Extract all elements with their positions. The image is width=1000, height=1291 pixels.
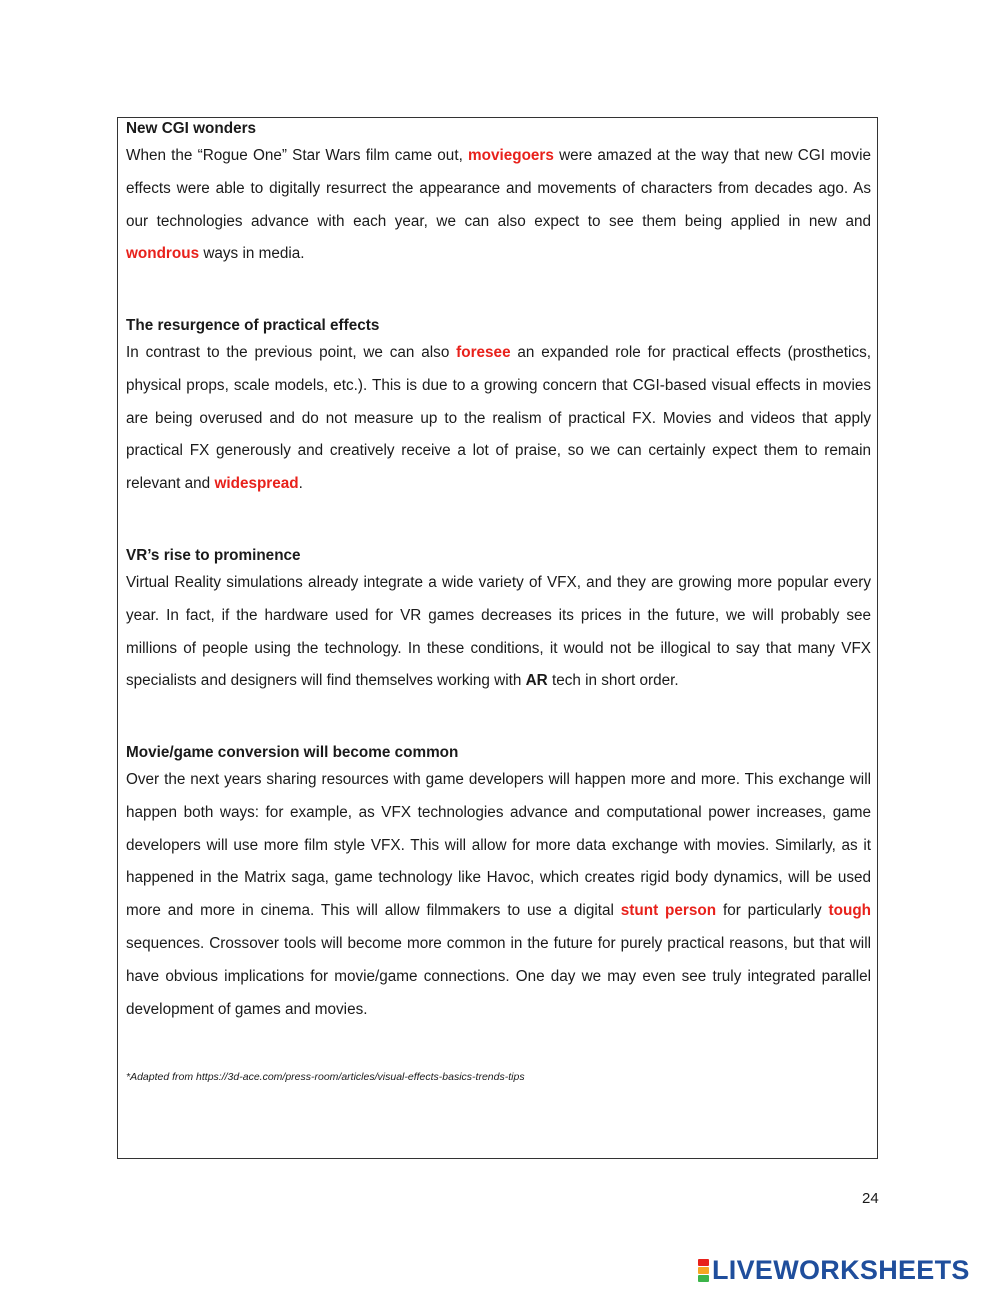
section-practical-effects (126, 315, 871, 501)
vocab-word-widespread: widespread (214, 475, 299, 493)
section-heading: New CGI wonders (126, 120, 257, 137)
section-paragraph (126, 567, 871, 698)
vocab-word-tough: tough (828, 902, 872, 920)
section-paragraph (126, 140, 871, 271)
section-heading: VR’s rise to prominence (126, 547, 301, 564)
text-run: sequences. Crossover tools will become more common in the future for purely practical reasons, but that will have obvious implications for movie/game connections. One day we may even see truly integrated parallel development of games and movies. (126, 934, 871, 1018)
vocab-word-foresee: foresee (456, 344, 511, 361)
text-run: tech in short order. (547, 672, 679, 690)
vocab-word-stunt-person: stunt person (620, 902, 717, 920)
logo-block (698, 1275, 709, 1282)
text-run: were amazed at the way that new CGI movie effects were able to digitally resurrect the appearance and movements of characters from decades ago. As our technologies advance with each year, we can also expect to see them being applied in new and (126, 147, 871, 230)
logo-text: LIVEWORKSHEETS (712, 1254, 970, 1285)
section-movie-game-conversion (126, 742, 871, 1026)
bold-term-ar: AR (525, 672, 548, 690)
text-run: In contrast to the previous point, we can also (126, 344, 457, 361)
section-heading: The resurgence of practical effects (126, 317, 380, 334)
section-heading: Movie/game conversion will become common (126, 744, 459, 761)
text-run: . (298, 475, 303, 493)
text-run: Virtual Reality simulations already integrate a wide variety of VFX, and they are growing more popular every year. In fact, if the hardware used for VR games decreases its prices in the future, we will probably see millions of people using the technology. In these conditions, it would not be illogical to say that many VFX specialists and designers will find themselves working with (126, 574, 871, 690)
logo-mark-icon (698, 1259, 709, 1282)
liveworksheets-logo[interactable] (698, 1255, 970, 1285)
page-number: 24 (862, 1190, 879, 1207)
text-run: Over the next years sharing resources with game developers will happen more and more. This exchange will happen both ways: for example, as VFX technologies advance and computational power increases, game developers will use more film style VFX. This will allow for more data exchange with movies. Similarly, as it happened in the Matrix saga, game technology like Havoc, which creates rigid body dynamics, will be used more and more in cinema. This will allow filmmakers to use a digital (126, 771, 871, 920)
section-vr-rise (126, 545, 871, 698)
section-paragraph (126, 337, 871, 501)
text-run: an expanded role for practical effects (prosthetics, physical props, scale models, etc.). This is due to a growing concern that CGI-based visual effects in movies are being overused and do not measure up to the realism of practical FX. Movies and videos that apply practical FX generously and creatively receive a lot of praise, so we can certainly expect them to remain relevant and (126, 344, 871, 493)
text-run: ways in media. (199, 245, 305, 263)
section-paragraph (126, 764, 871, 1026)
logo-block (698, 1267, 709, 1274)
section-new-cgi-wonders (126, 118, 871, 271)
vocab-word-wondrous: wondrous (126, 245, 200, 263)
vocab-word-moviegoers: moviegoers (468, 147, 554, 164)
source-note: *Adapted from https://3d-ace.com/press-room/articles/visual-effects-basics-trends-tips (126, 1071, 525, 1083)
text-run: for particularly (716, 902, 829, 920)
text-run: When the “Rogue One” Star Wars film came out, (126, 147, 469, 164)
logo-block (698, 1259, 709, 1266)
